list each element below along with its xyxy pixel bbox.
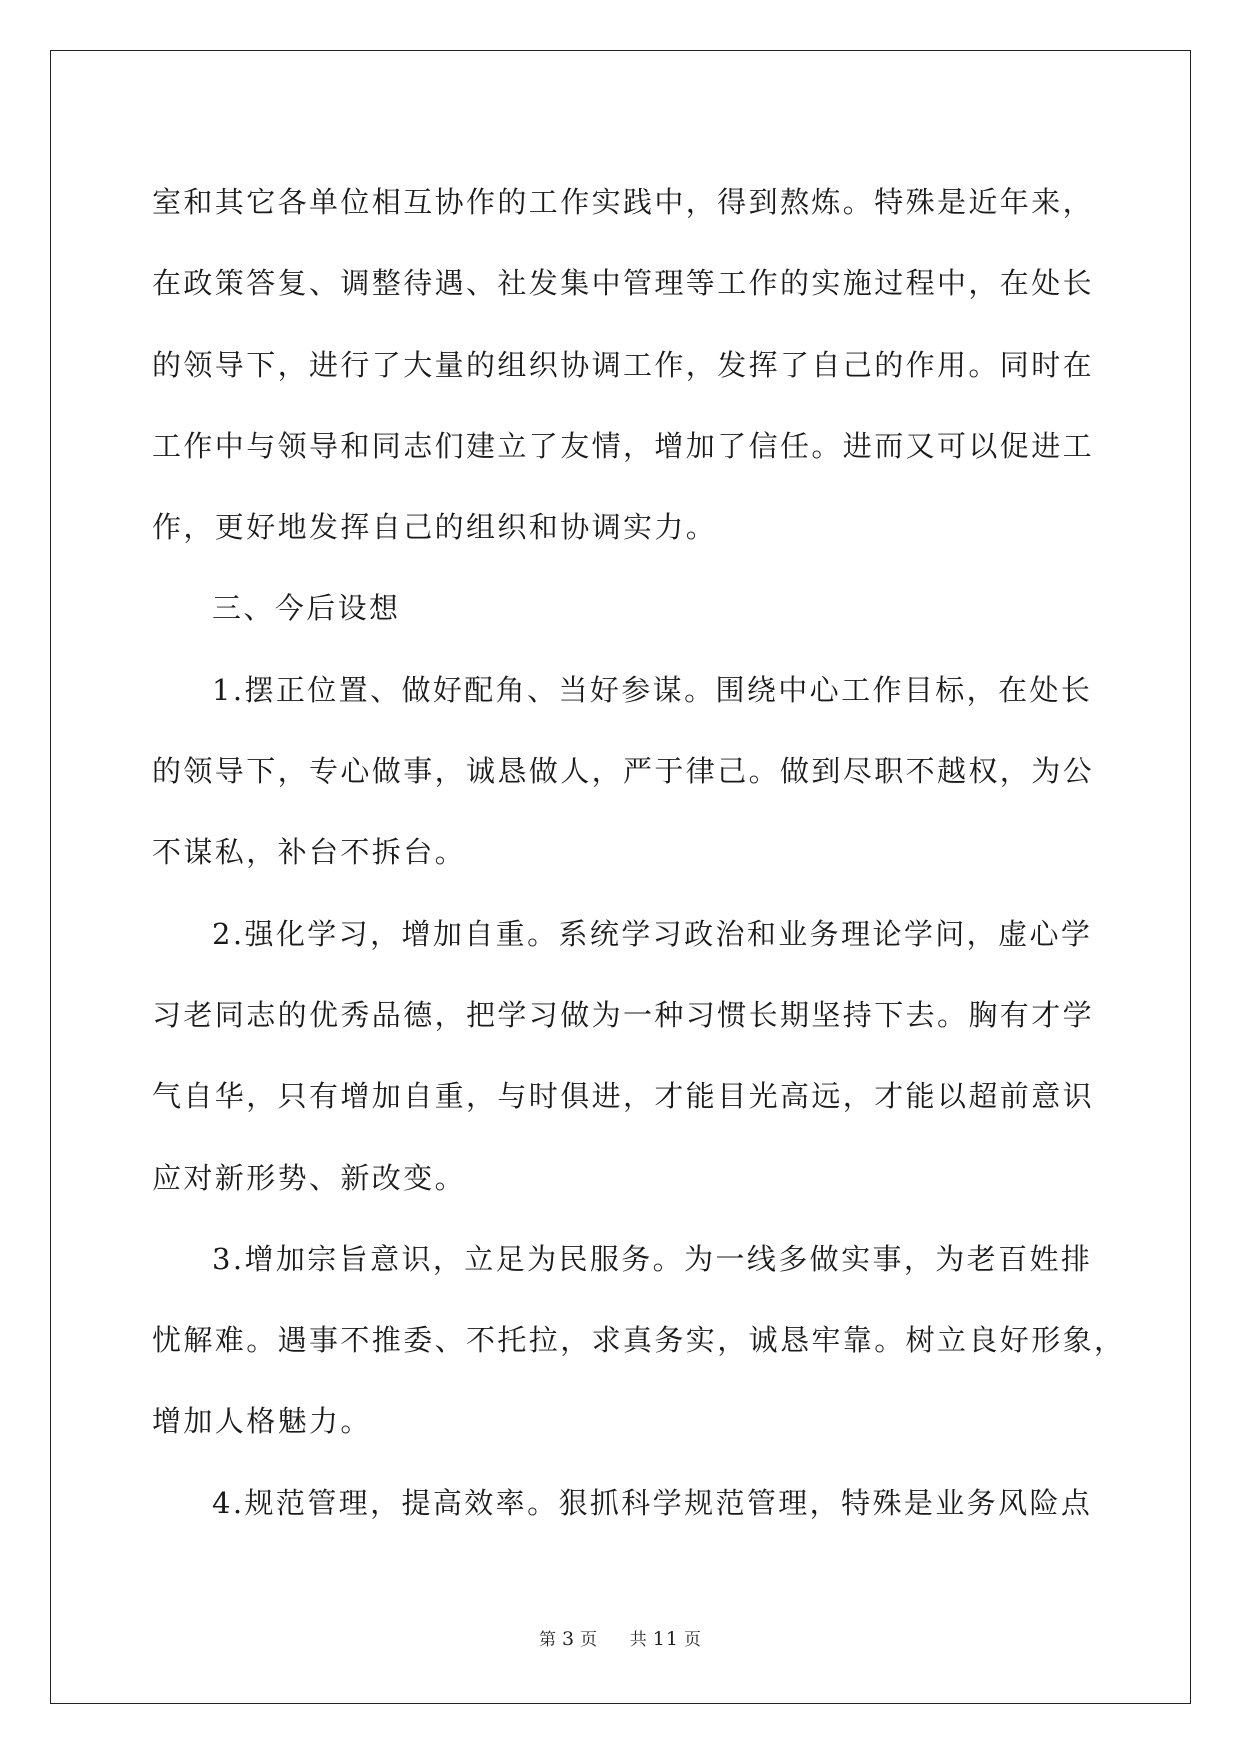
text-line: 在政策答复、调整待遇、社发集中管理等工作的实施过程中，在处长	[152, 266, 1095, 301]
text-line: 的领导下，专心做事，诚恳做人，严于律己。做到尽职不越权，为公	[152, 754, 1095, 789]
text-line: 4.规范管理，提高效率。狠抓科学规范管理，特殊是业务风险点	[212, 1485, 1093, 1520]
total-pages-number: 11	[652, 1628, 679, 1650]
text-line: 作，更好地发挥自己的组织和协调实力。	[152, 510, 718, 545]
text-line: 忧解难。遇事不推委、不托拉，求真务实，诚恳牢靠。树立良好形象，	[152, 1323, 1126, 1358]
text-line: 习老同志的优秀品德，把学习做为一种习惯长期坚持下去。胸有才学	[152, 997, 1095, 1032]
text-line: 不谋私，补台不拆台。	[152, 835, 467, 870]
text-line: 2.强化学习，增加自重。系统学习政治和业务理论学问，虚心学	[212, 916, 1093, 951]
current-page-number: 3	[562, 1628, 576, 1650]
text-line: 增加人格魅力。	[152, 1404, 372, 1439]
footer-total-prefix: 共	[629, 1630, 648, 1650]
text-line: 室和其它各单位相互协作的工作实践中，得到熬炼。特殊是近年来，	[152, 185, 1095, 219]
footer-page-suffix: 页	[580, 1630, 599, 1650]
section-heading: 三、今后设想	[212, 591, 401, 626]
document-body	[152, 162, 1126, 1544]
page-footer	[0, 1625, 1241, 1650]
footer-total-suffix: 页	[683, 1630, 702, 1650]
footer-prefix: 第	[539, 1630, 558, 1650]
text-line: 的领导下，进行了大量的组织协调工作，发挥了自己的作用。同时在	[152, 347, 1095, 382]
text-line: 工作中与领导和同志们建立了友情，增加了信任。进而又可以促进工	[152, 428, 1095, 463]
text-line: 气自华，只有增加自重，与时俱进，才能目光高远，才能以超前意识	[152, 1079, 1095, 1114]
text-line: 3.增加宗旨意识，立足为民服务。为一线多做实事，为老百姓排	[212, 1241, 1093, 1276]
text-line: 应对新形势、新改变。	[152, 1160, 467, 1195]
text-line: 1.摆正位置、做好配角、当好参谋。围绕中心工作目标，在处长	[212, 672, 1093, 707]
